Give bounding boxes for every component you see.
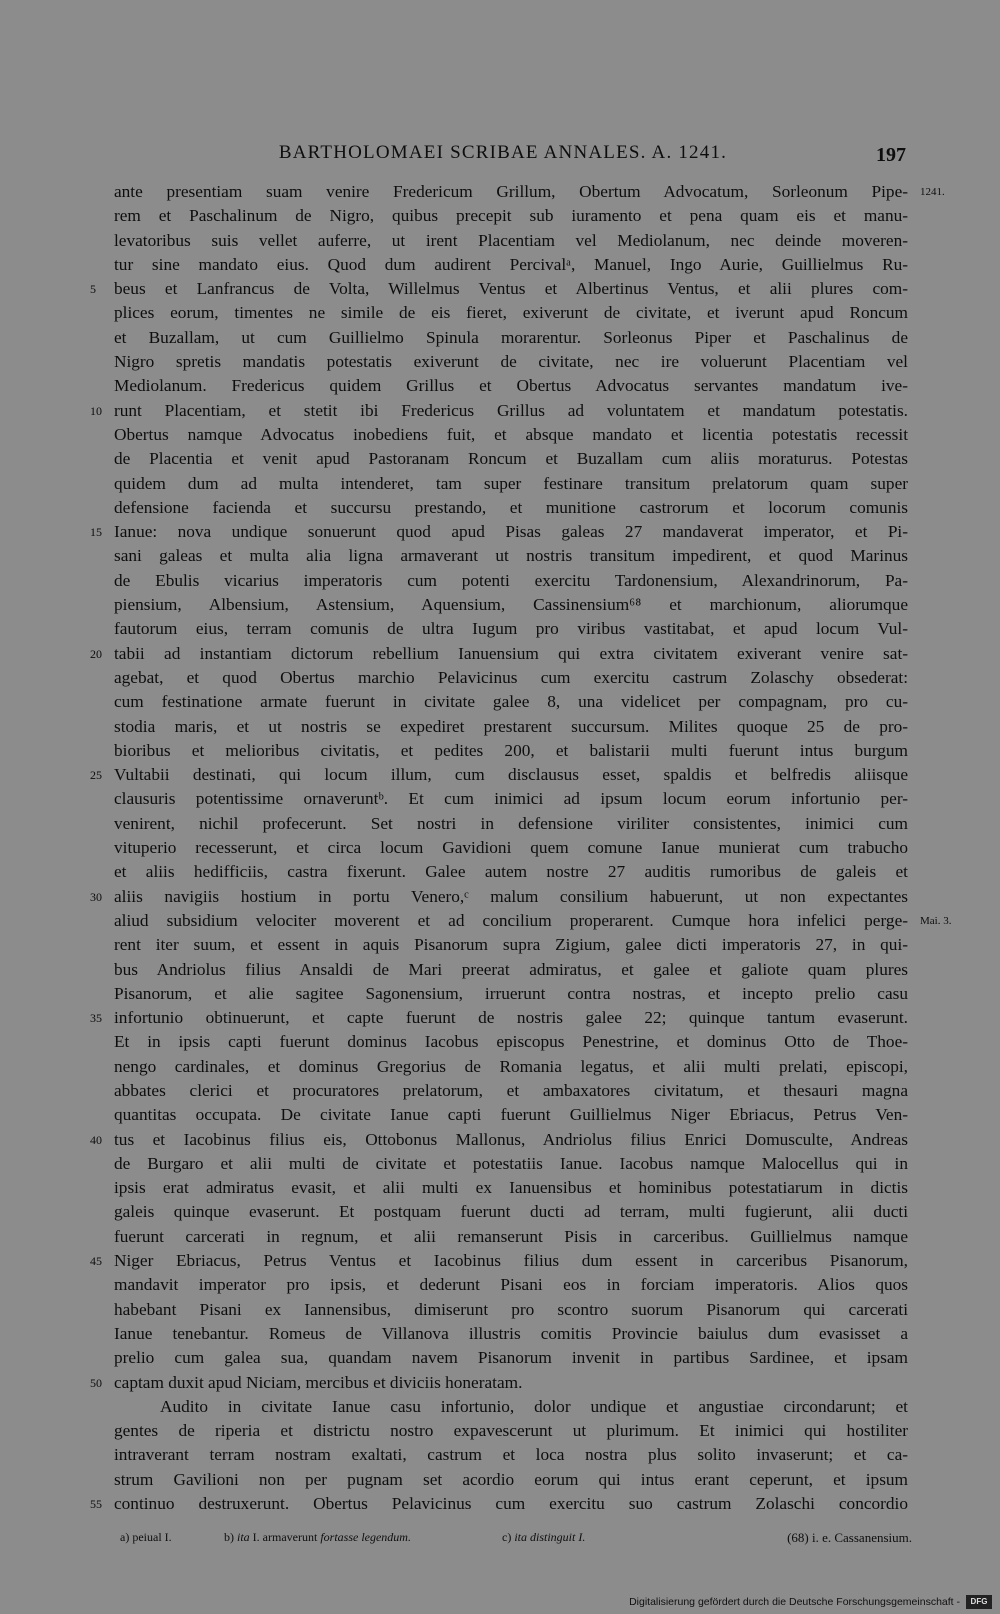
text-line: Audito in civitate Ianue casu infortunio, dolor undique et angustiae circondarunt; et — [160, 1396, 908, 1416]
text-line: Pisanorum, et alie sagitee Sagonensium, irruerunt contra nostras, et incepto prelio casu — [114, 983, 908, 1003]
page-number: 197 — [876, 144, 906, 166]
text-line: 45 Niger Ebriacus, Petrus Ventus et Iacobinus filius dum essent in carceribus Pisanorum, — [114, 1249, 908, 1273]
text-line: habebant Pisani ex Iannensibus, dimiserunt pro scontro suorum Pisanorum qui carcerati — [114, 1299, 908, 1319]
text-line: piensium, Albensium, Astensium, Aquensium, Cassinensium⁶⁸ et marchionum, aliorumque — [114, 595, 908, 615]
text-line: galeis quinque evaserunt. Et postquam fuerunt ducti ad terram, multi fugierunt, alii ducti — [114, 1202, 908, 1222]
text-line: sani galeas et multa alia ligna armaverant ut nostris transitum impedirent, et quod Marinus — [114, 546, 908, 566]
text-line: prelio cum galea sua, quandam navem Pisanorum invenit in partibus Sardinee, et ipsam — [114, 1348, 908, 1368]
text-line: Mediolanum. Fredericus quidem Grillus et Obertus Advocatus servantes mandatum ive- — [114, 376, 908, 396]
text-line: 20 tabii ad instantiam dictorum rebellium Ianuensium qui extra civitatem exiverant venire sat- — [114, 642, 908, 666]
line-number: 30 — [90, 889, 102, 904]
text-line: Ianue tenebantur. Romeus de Villanova illustris comitis Provincie baiulus dum evasisset a — [114, 1323, 908, 1343]
text-line: 55 continuo destruxerunt. Obertus Pelavicinus cum exercitu suo castrum Zolaschi concordio — [114, 1492, 908, 1516]
text-line: 15 Ianue: nova undique sonuerunt quod apud Pisas galeas 27 mandaverat imperator, et Pi- — [114, 520, 908, 544]
text-line: fuerunt carcerati in regnum, et alii remanserunt Pisis in carceribus. Guillielmus namque — [114, 1226, 908, 1246]
text-line: nengo cardinales, et dominus Gregorius de Romania legatus, et alii multi prelati, episcopi, — [114, 1056, 908, 1076]
text-line: de Burgaro et alii multi de civitate et potestatiis Ianue. Iacobus namque Malocellus qui in — [114, 1153, 908, 1173]
text-line: bus Andriolus filius Ansaldi de Mari preerat admiratus, et galee et galiote quam plures — [114, 959, 908, 979]
line-number: 25 — [90, 768, 102, 783]
text-line: cum festinatione armate fuerunt in civitate galee 8, una videlicet per compagnam, pro cu- — [114, 692, 908, 712]
text-line: Et in ipsis capti fuerunt dominus Iacobus episcopus Penestrine, et dominus Otto de Thoe- — [114, 1032, 908, 1052]
line-number: 40 — [90, 1132, 102, 1147]
text-line: ipsis erat admiratus evasit, et alii multi ex Ianuensibus et hominibus potestatiarum in dictis — [114, 1178, 908, 1198]
text-line: strum Gavilioni non per pugnam set acordio eorum qui intus erant ceperunt, et ipsum — [114, 1469, 908, 1489]
text-line: 35 infortunio obtinuerunt, et capte fuerunt de nostris galee 22; quinque tantum evaserunt. — [114, 1006, 908, 1030]
text-line: et aliis hedifficiis, castra fixerunt. Galee autem nostre 27 auditis rumoribus de galeis et — [114, 862, 908, 882]
text-line: bioribus et melioribus civitatis, et pedites 200, et balistarii multi fuerunt intus burgum — [114, 740, 908, 760]
text-line: de Placentia et venit apud Pastoranam Roncum et Buzallam cum aliis moraturus. Potestas — [114, 449, 908, 469]
text-line: et Buzallam, ut cum Guillielmo Spinula morarentur. Sorleonus Piper et Paschalinus de — [114, 327, 908, 347]
footnote-b: b) ita I. armaverunt fortasse legendum. — [224, 1530, 411, 1544]
text-line: levatoribus suis vellet auferre, ut irent Placentiam vel Mediolanum, nec deinde moveren- — [114, 230, 908, 250]
text-line: clausuris potentissime ornaveruntᵇ. Et cum inimici ad ipsum locum eorum infortunio per- — [114, 789, 908, 809]
text-line: Nigro spretis mandatis potestatis exiverunt de civitate, nec ire voluerunt Placentiam vel — [114, 352, 908, 372]
text-line: rent iter suum, et essent in aquis Pisanorum supra Zigium, galee dicti imperatoris 27, in qui- — [114, 935, 908, 955]
text-line: 25 Vultabii destinati, qui locum illum, cum disclausus esset, spaldis et belfredis aliisque — [114, 763, 908, 787]
text-line: 5 beus et Lanfrancus de Volta, Willelmus Ventus et Albertinus Ventus, et alii plures com- — [114, 277, 908, 301]
text-line: tur sine mandato eius. Quod dum audirent Percivalᵃ, Manuel, Ingo Aurie, Guillielmus Ru- — [114, 254, 908, 274]
dfg-logo-icon: DFG — [966, 1595, 992, 1609]
text-line: venirent, nichil profecerunt. Set nostri in defensione viriliter consistentes, inimici cum — [114, 813, 908, 833]
footnotes — [120, 1530, 912, 1550]
text-line: mandavit imperator pro ipsis, et dederunt Pisani eos in forciam imperatoris. Alios quos — [114, 1275, 908, 1295]
text-line: intraverant terram nostram exaltati, castrum et loca nostra plus solito invaserunt; et ca- — [114, 1445, 908, 1465]
margin-year: 1241. — [920, 186, 945, 198]
text-line: aliud subsidium velociter moverent et ad concilium properarent. Cumque hora infelici perge- Mai. 3. — [114, 909, 908, 933]
page-header — [100, 142, 906, 168]
text-line: rem et Paschalinum de Nigro, quibus precepit sub iuramento et pena quam eis et manu- — [114, 206, 908, 226]
funding-text: Digitalisierung gefördert durch die Deutsche Forschungsgemeinschaft - — [629, 1596, 960, 1608]
text-line: defensione facienda et succursu prestando, et munitione castrorum et locorum comunis — [114, 497, 908, 517]
line-number: 45 — [90, 1254, 102, 1269]
line-number: 55 — [90, 1497, 102, 1512]
text-line: fautorum eius, terram comunis de ultra Iugum pro viribus vastitabat, et apud locum Vul- — [114, 619, 908, 639]
text-line: agebat, et quod Obertus marchio Pelavicinus cum exercitu castrum Zolaschy obsederat: — [114, 667, 908, 687]
text-line: de Ebulis vicarius imperatoris cum potenti exercitu Tardonensium, Alexandrinorum, Pa- — [114, 570, 908, 590]
text-line: quantitas occupata. De civitate Ianue capti fuerunt Guillielmus Niger Ebriacus, Petrus Ven- — [114, 1105, 908, 1125]
text-line: 30 aliis navigiis hostium in portu Venero,ᶜ malum consilium habuerunt, ut non expectantes — [114, 885, 908, 909]
line-number: 20 — [90, 646, 102, 661]
text-line: gentes de riperia et districtu nostro expavescerunt ut plurimum. Et inimici qui hostiliter — [114, 1421, 908, 1441]
line-number: 5 — [90, 282, 96, 297]
text-line: abbates clerici et procuratores prelatorum, et ambaxatores civitatum, et thesauri magna — [114, 1080, 908, 1100]
line-number: 50 — [90, 1375, 102, 1390]
main-text — [90, 180, 952, 1516]
footnote-a: a) peiual I. — [120, 1530, 172, 1544]
text-line: quidem dum ad multa intenderet, tam super festinare transitum prelatorum quam super — [114, 473, 908, 493]
text-line: Obertus namque Advocatus inobediens fuit, et absque mandato et licentia potestatis recessit — [114, 424, 908, 444]
line-number: 10 — [90, 403, 102, 418]
text-line: vituperio recesserunt, et circa locum Gavidioni quem comune Ianue munierat cum trabucho — [114, 838, 908, 858]
text-line: stodia maris, et ut nostris se expediret prestarent succursum. Milites quoque 25 de pro- — [114, 716, 908, 736]
text-line: plices eorum, timentes ne simile de eis fieret, exiverunt de civitate, et iverunt apud Roncum — [114, 303, 908, 323]
running-title: BARTHOLOMAEI SCRIBAE ANNALES. A. 1241. — [278, 142, 728, 163]
digitization-credit — [629, 1594, 992, 1610]
footnote-68: (68) i. e. Cassanensium. — [787, 1530, 912, 1545]
footnote-c: c) ita distinguit I. — [502, 1530, 586, 1544]
text-line: 50 captam duxit apud Niciam, mercibus et diviciis honeratam. — [114, 1371, 908, 1395]
text-line: ante presentiam suam venire Fredericum Grillum, Obertum Advocatum, Sorleonum Pipe- 1241. — [114, 180, 908, 204]
line-number: 35 — [90, 1011, 102, 1026]
text-line: 10 runt Placentiam, et stetit ibi Fredericus Grillus ad voluntatem et mandatum potestatis. — [114, 399, 908, 423]
line-number: 15 — [90, 525, 102, 540]
text-line: 40 tus et Iacobinus filius eis, Ottobonus Mallonus, Andriolus filius Enrici Domusculte, Andreas — [114, 1128, 908, 1152]
margin-date: Mai. 3. — [920, 914, 952, 927]
